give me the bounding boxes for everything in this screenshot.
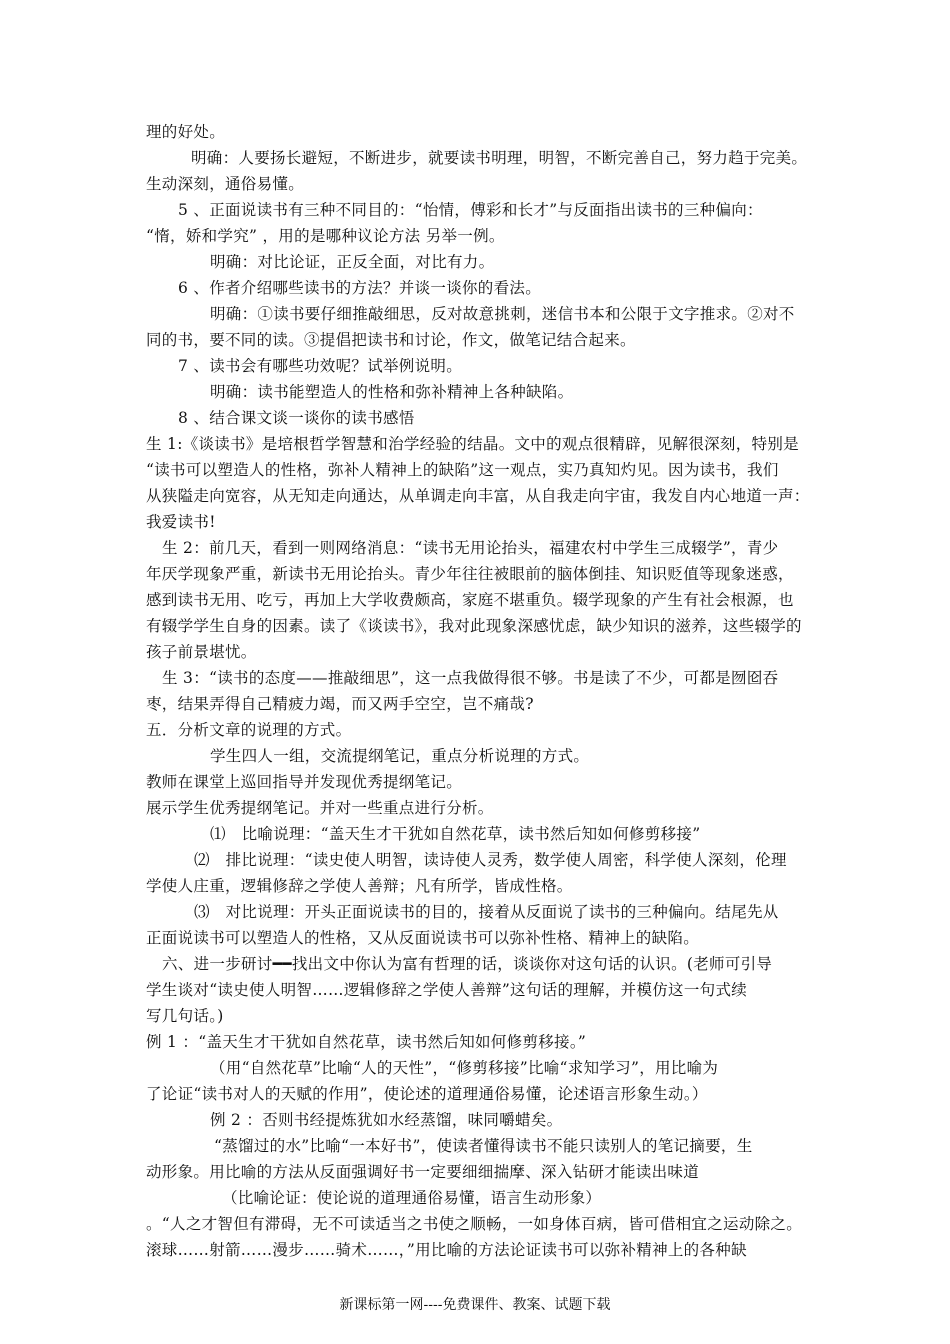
text-line: 理的好处。 xyxy=(146,123,226,141)
text-line: 同的书，要不同的读。③提倡把读书和讨论，作文，做笔记结合起来。 xyxy=(146,331,636,349)
text-line: 生动深刻，通俗易懂。 xyxy=(146,175,305,193)
text-line: 教师在课堂上巡回指导并发现优秀提纲笔记。 xyxy=(146,773,463,791)
text-line: 6 、作者介绍哪些读书的方法？并谈一谈你的看法。 xyxy=(178,279,541,297)
text-line: 明确：对比论证，正反全面，对比有力。 xyxy=(210,253,495,271)
text-line: “蒸馏过的水”比喻“一本好书”，使读者懂得读书不能只读别人的笔记摘要，生 xyxy=(214,1137,753,1155)
text-line: 明确：读书能塑造人的性格和弥补精神上各种缺陷。 xyxy=(210,383,574,401)
section-heading: 五．分析文章的说理的方式。 xyxy=(146,721,352,739)
text-line: “读书可以塑造人的性格，弥补人精神上的缺陷”这一观点，实乃真知灼见。因为读书，我们 xyxy=(146,461,779,479)
text-line: 7 、读书会有哪些功效呢？试举例说明。 xyxy=(178,357,462,375)
text-line: 正面说读书可以塑造人的性格，又从反面说读书可以弥补性格、精神上的缺陷。 xyxy=(146,929,700,947)
text-line: （比喻论证：使论说的道理通俗易懂，语言生动形象） xyxy=(222,1189,602,1207)
text-line: 例 2 ：否则书经提炼犹如水经蒸馏，味同嚼蜡矣。 xyxy=(210,1111,563,1129)
text-line: 写几句话。) xyxy=(146,1007,224,1025)
text-line: 明确：人要扬长避短，不断进步，就要读书明理，明智，不断完善自己，努力趋于完美。 xyxy=(191,149,808,167)
text-line: 明确：①读书要仔细推敲细思，反对故意挑刺，迷信书本和公限于文字推求。②对不 xyxy=(210,305,795,323)
text-line: 生 3：“读书的态度——推敲细思”，这一点我做得很不够。书是读了不少，可都是囫囵吞 xyxy=(162,669,779,687)
text-line: 了论证“读书对人的天赋的作用”，使论述的道理通俗易懂，论述语言形象生动。） xyxy=(146,1085,708,1103)
text-line: 感到读书无用、吃亏，再加上大学收费颇高，家庭不堪重负。辍学现象的产生有社会根源，也 xyxy=(146,591,794,609)
text-line: 8 、结合课文谈一谈你的读书感悟 xyxy=(178,409,415,427)
text-line: 年厌学现象严重，新读书无用论抬头。青少年往往被眼前的脑体倒挂、知识贬值等现象迷惑， xyxy=(146,565,794,583)
text-line: 生 1:《谈读书》是培根哲学智慧和治学经验的结晶。文中的观点很精辟，见解很深刻，特别是 xyxy=(146,435,799,453)
text-line: 孩子前景堪忧。 xyxy=(146,643,257,661)
text-line: 从狭隘走向宽容，从无知走向通达，从单调走向丰富，从自我走向宇宙，我发自内心地道一声： xyxy=(146,487,810,505)
text-line: 生 2：前几天，看到一则网络消息：“读书无用论抬头，福建农村中学生三成辍学”，青少 xyxy=(162,539,779,557)
page-footer: 新课标第一网----免费课件、教案、试题下载 xyxy=(339,1297,611,1313)
text-line: 有辍学学生自身的因素。读了《谈读书》，我对此现象深感忧虑，缺少知识的滋养，这些辍学的 xyxy=(146,617,802,635)
text-line: “惰，娇和学究” ，用的是哪种议论方法 另举一例。 xyxy=(146,227,505,245)
text-line: 我爱读书! xyxy=(146,513,216,531)
text-line: 5 、正面说读书有三种不同目的：“怡情，傅彩和长才”与反面指出读书的三种偏向： xyxy=(178,201,763,219)
text-line: ⑴ 比喻说理：“盖天生才干犹如自然花草，读书然后知如何修剪移接” xyxy=(210,825,701,843)
text-line: 展示学生优秀提纲笔记。并对一些重点进行分析。 xyxy=(146,799,494,817)
text-line: 学生谈对“读史使人明智……逻辑修辞之学使人善辩”这句话的理解，并模仿这一句式续 xyxy=(146,981,748,999)
text-line: 。“人之才智但有滞碍，无不可读适当之书使之顺畅，一如身体百病，皆可借相宜之运动除之。 xyxy=(146,1215,803,1233)
text-line: 枣，结果弄得自己精疲力竭，而又两手空空，岂不痛哉? xyxy=(146,695,534,713)
text-line: 滚球……射箭……漫步……骑术……，”用比喻的方法论证读书可以弥补精神上的各种缺 xyxy=(146,1241,747,1259)
section-heading: 六、进一步研讨━━找出文中你认为富有哲理的话，谈谈你对这句话的认识。(老师可引导 xyxy=(162,955,773,973)
text-line: ⑶ 对比说理：开头正面说读书的目的，接着从反面说了读书的三种偏向。结尾先从 xyxy=(194,903,779,921)
text-line: 动形象。用比喻的方法从反面强调好书一定要细细揣摩、深入钻研才能读出味道 xyxy=(146,1163,700,1181)
text-line: 例 1 ：“盖天生才干犹如自然花草，读书然后知如何修剪移接。” xyxy=(146,1033,587,1051)
text-line: 学生四人一组，交流提纲笔记，重点分析说理的方式。 xyxy=(210,747,590,765)
text-line: （用“自然花草”比喻“人的天性”，“修剪移接”比喻“求知学习”，用比喻为 xyxy=(210,1059,719,1077)
text-line: ⑵ 排比说理：“读史使人明智，读诗使人灵秀，数学使人周密，科学使人深刻，伦理 xyxy=(194,851,787,869)
text-line: 学使人庄重，逻辑修辞之学使人善辩；凡有所学，皆成性格。 xyxy=(146,877,573,895)
